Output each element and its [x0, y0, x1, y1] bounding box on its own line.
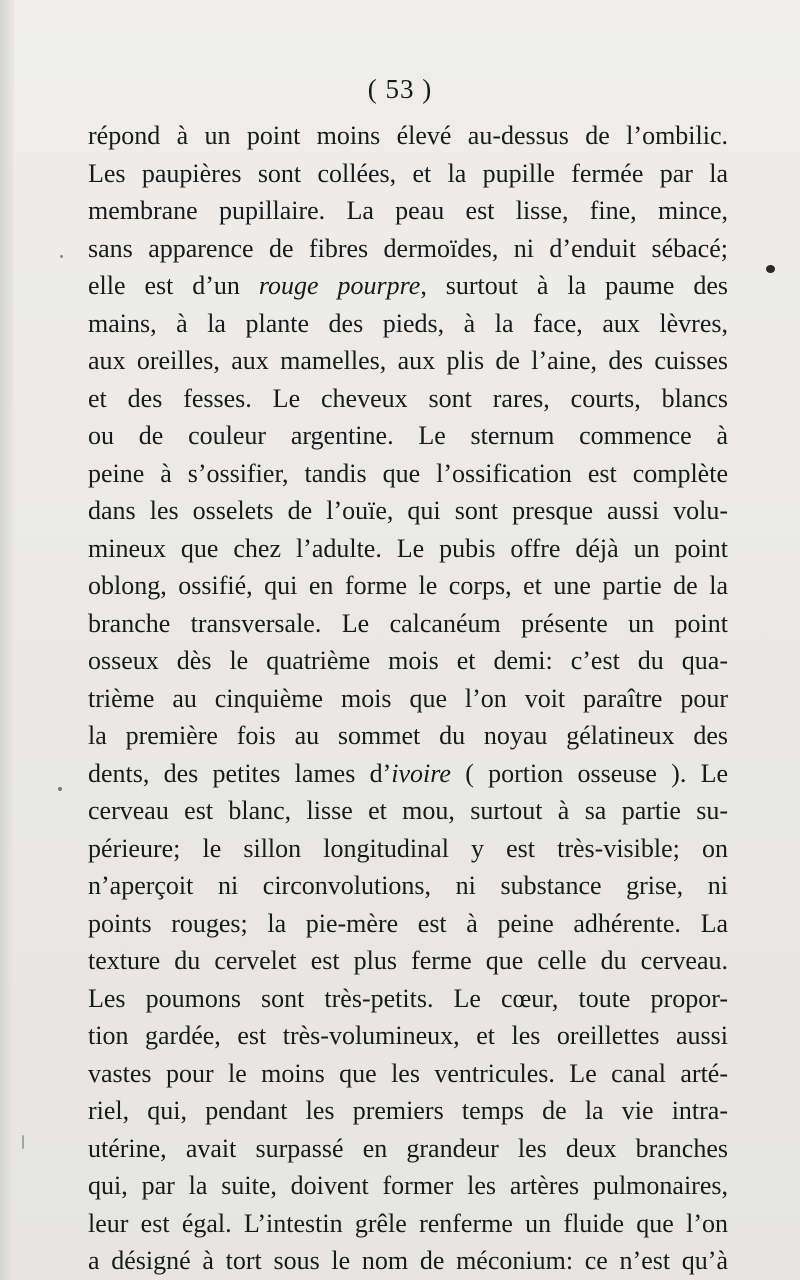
ink-speck — [58, 787, 62, 791]
text-segment: cerveau est blanc, lisse et mou, surtout à sa partie su- — [88, 796, 728, 825]
text-segment: ou de couleur argentine. Le sternum commence à — [88, 421, 728, 450]
text-line — [88, 342, 728, 380]
text-line — [88, 642, 728, 680]
text-line — [88, 417, 728, 455]
ink-speck — [60, 255, 63, 258]
text-line — [88, 1092, 728, 1130]
text-line — [88, 905, 728, 943]
text-line — [88, 1167, 728, 1205]
text-line — [88, 305, 728, 343]
text-segment: membrane pupillaire. La peau est lisse, fine, mince, — [88, 196, 728, 225]
text-segment: périeure; le sillon longitudinal y est très-visible; on — [88, 833, 728, 863]
text-line — [88, 192, 728, 230]
text-segment: tion gardée, est très-volumineux, et les oreillettes aussi — [88, 1021, 728, 1050]
text-segment: n’aperçoit ni circonvolutions, ni substance grise, ni — [88, 871, 728, 900]
text-segment: mains, à la plante des pieds, à la face, aux lèvres, — [88, 308, 728, 338]
text-line — [88, 1242, 728, 1280]
ink-speck — [766, 265, 775, 273]
text-segment: Les paupières sont collées, et la pupille fermée par la — [88, 158, 728, 188]
text-line — [88, 1017, 728, 1055]
text-line — [88, 230, 728, 268]
text-line — [88, 942, 728, 980]
text-line — [88, 567, 728, 605]
text-line — [88, 792, 728, 830]
text-line — [88, 117, 728, 155]
text-segment: points rouges; la pie-mère est à peine adhérente. La — [88, 908, 728, 938]
text-line — [88, 980, 728, 1018]
text-segment: vastes pour le moins que les ventricules. Le canal arté- — [88, 1058, 728, 1088]
text-segment: riel, qui, pendant les premiers temps de la vie intra- — [88, 1096, 728, 1125]
text-segment: la première fois au sommet du noyau gélatineux des — [88, 721, 728, 750]
text-segment: oblong, ossifié, qui en forme le corps, et une partie de la — [88, 571, 728, 600]
text-line — [88, 155, 728, 193]
text-segment: branche transversale. Le calcanéum présente un point — [88, 608, 728, 638]
text-line — [88, 1055, 728, 1093]
text-line — [88, 680, 728, 718]
text-segment: osseux dès le quatrième mois et demi: c’est du qua- — [88, 646, 728, 675]
text-segment: aux oreilles, aux mamelles, aux plis de l’aine, des cuisses — [88, 346, 728, 375]
text-segment: trième au cinquième mois que l’on voit paraître pour — [88, 683, 728, 713]
text-segment: utérine, avait surpassé en grandeur les deux branches — [88, 1133, 728, 1163]
body-paragraph — [88, 117, 728, 1280]
text-segment: a désigné à tort sous le nom de méconium: ce n’est qu’à — [88, 1246, 728, 1275]
text-segment: texture du cervelet est plus ferme que celle du cerveau. — [88, 946, 728, 975]
ink-speck — [22, 1135, 24, 1149]
italic-term: rouge pourpre — [258, 271, 421, 300]
page-gutter-shadow — [0, 0, 14, 1280]
text-line — [88, 605, 728, 643]
text-line — [88, 455, 728, 493]
text-line — [88, 1205, 728, 1243]
text-segment: sans apparence de fibres dermoïdes, ni d’enduit sébacé; — [88, 233, 728, 263]
text-line — [88, 755, 728, 793]
text-line — [88, 380, 728, 418]
text-line — [88, 267, 728, 305]
text-segment: peine à s’ossifier, tandis que l’ossification est complète — [88, 458, 728, 488]
text-line — [88, 530, 728, 568]
text-line — [88, 717, 728, 755]
text-line — [88, 830, 728, 868]
text-segment: leur est égal. L’intestin grêle renferme un fluide que l’on — [88, 1208, 728, 1238]
italic-term: ivoire — [391, 758, 451, 788]
text-segment: qui, par la suite, doivent former les artères pulmonaires, — [88, 1171, 728, 1200]
text-segment: ( portion osseuse ). Le — [450, 758, 729, 788]
page-number: ( 53 ) — [367, 74, 433, 104]
text-segment: dents, des petites lames d’ — [88, 758, 392, 788]
text-line — [88, 1130, 728, 1168]
text-segment: elle est d’un — [88, 271, 259, 300]
text-segment: dans les osselets de l’ouïe, qui sont presque aussi volu- — [88, 496, 728, 525]
text-segment: Les poumons sont très-petits. Le cœur, toute propor- — [88, 983, 728, 1013]
text-line — [88, 867, 728, 905]
text-line — [88, 492, 728, 530]
text-segment: répond à un point moins élevé au-dessus de l’ombilic. — [88, 121, 728, 150]
text-segment: et des fesses. Le cheveux sont rares, courts, blancs — [88, 383, 728, 413]
text-segment: mineux que chez l’adulte. Le pubis offre déjà un point — [88, 533, 728, 563]
text-segment: , surtout à la paume des — [420, 271, 728, 300]
